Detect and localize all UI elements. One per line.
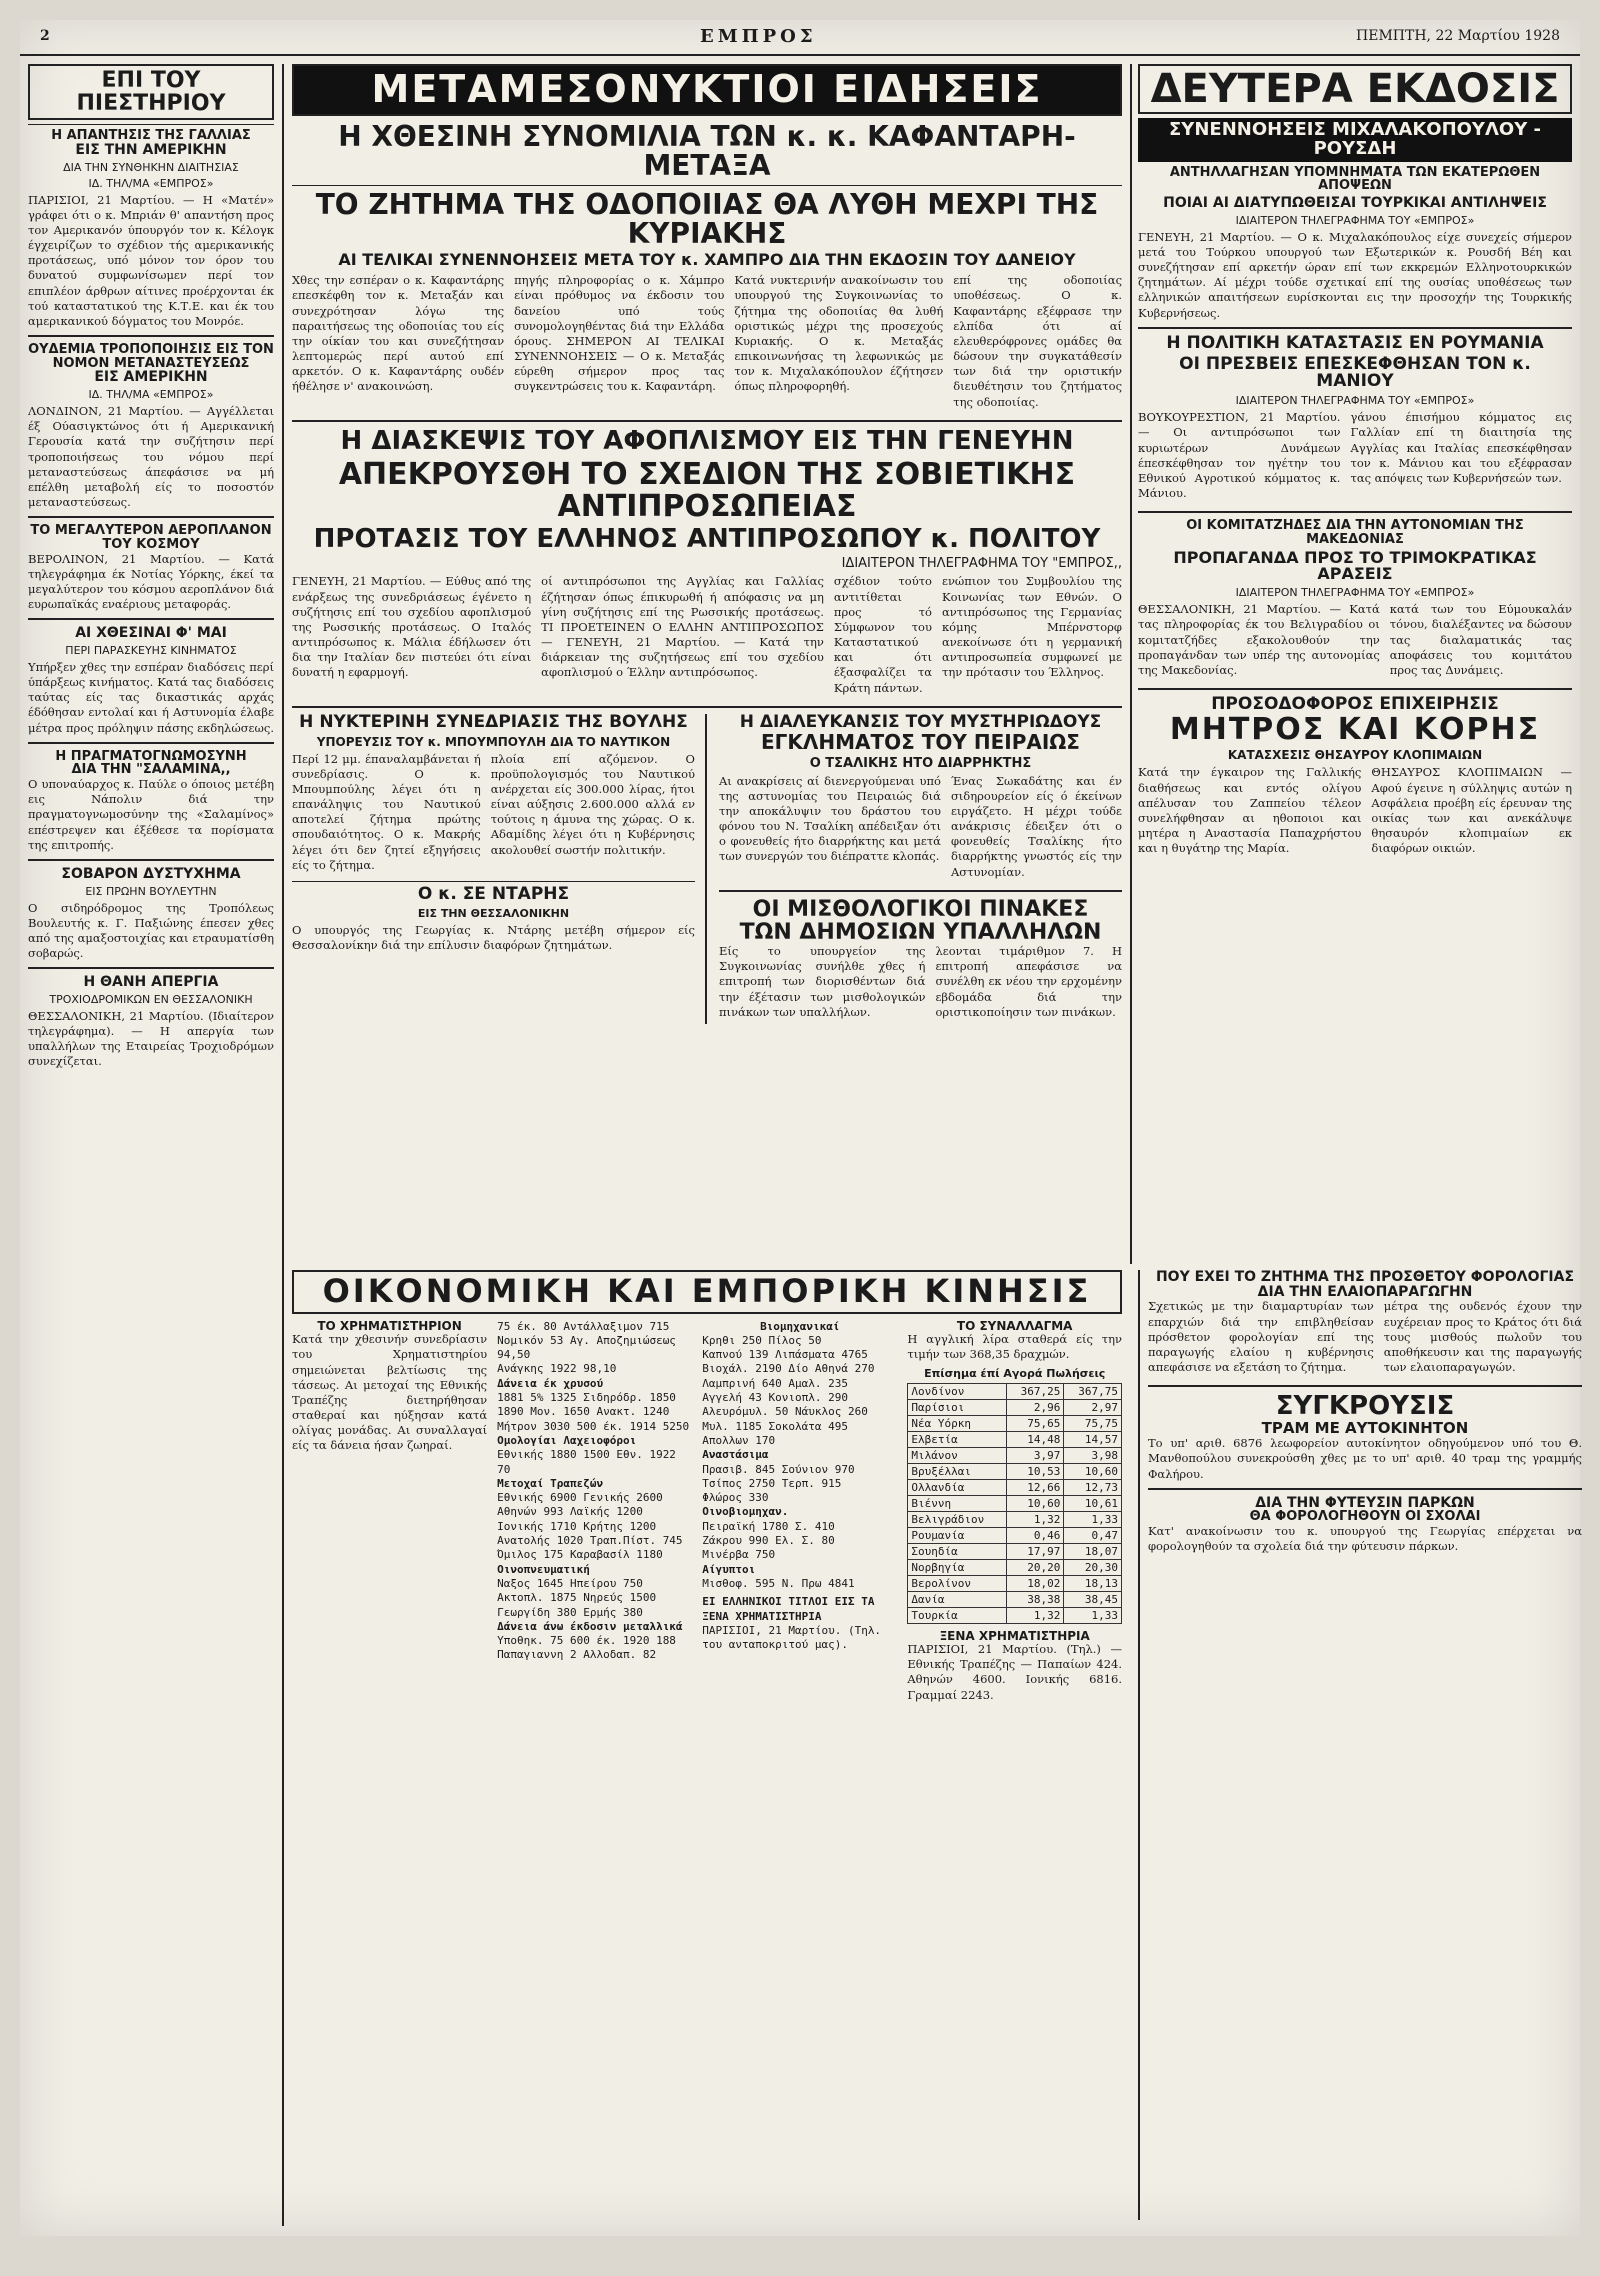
quote-line: Δάνεια άνω έκδοσιν μεταλλικά: [497, 1619, 683, 1633]
fx-currency: Μιλάνον: [908, 1447, 1006, 1463]
article-headline: ΣΥΝΕΝΝΟΗΣΕΙΣ ΜΙΧΑΛΑΚΟΠΟΥΛΟΥ - ΡΟΥΣΔΗ: [1169, 119, 1541, 159]
quote-line: 75 έκ. 80 Αντάλλαξιμον 715: [497, 1319, 670, 1333]
geneva-text: ΓΕΝΕΥΗ, 21 Μαρτίου. — Εύθυς από της ενάρξεως της συνεδριάσεως έγένετο η συζήτησις επί του σχεδίου αφοπλισμού της Ρωσσικής προτάσεως. Ο Ιταλός αντιπρόσωπος κ. Μάλια έδήλωσεν ότι δια την Ιταλίαν δεν πιστεύει ότι είναι δυνατή η εφαρμογή.: [292, 574, 532, 680]
paper-name: ΕΜΠΡΟΣ: [700, 26, 817, 47]
fx-buy: 2,96: [1006, 1399, 1064, 1415]
article-subhead: ΥΠΟΡΕΥΣΙΣ ΤΟΥ κ. ΜΠΟΥΜΠΟΥΛΗ ΔΙΑ ΤΟ ΝΑΥΤΙΚΟΝ: [316, 734, 671, 749]
fx-currency: Βελιγράδιον: [908, 1511, 1006, 1527]
issue-date: ΠΕΜΠΤΗ, 22 Μαρτίου 1928: [1356, 28, 1560, 44]
article-subhead: ΚΑΤΑΣΧΕΣΙΣ ΘΗΣΑΥΡΟΥ ΚΛΟΠΙΜΑΙΩΝ: [1227, 748, 1483, 763]
article-subhead: ΟΙ ΠΡΕΣΒΕΙΣ ΕΠΕΣΚΕΦΘΗΣΑΝ ΤΟΝ κ. ΜΑΝΙΟΥ: [1179, 353, 1531, 392]
fx-buy: 18,02: [1006, 1575, 1064, 1591]
article-headline: ΟΙ ΜΙΣΘΟΛΟΓΙΚΟΙ ΠΙΝΑΚΕΣ: [752, 896, 1089, 922]
fx-sell: 1,33: [1064, 1607, 1122, 1623]
industrial-column: [702, 1320, 897, 1707]
article-columns: [1138, 410, 1572, 505]
article-body: ΘΕΣΣΑΛΟΝΙΚΗ, 21 Μαρτίου. (Ιδιαίτερον τηλεγράφημα). — Η απεργία των υπαλλήλων της Εταιρείας Τροχιοδρόμων συνεχίζεται.: [28, 1008, 274, 1069]
section-heading: Βιομηχανικαί: [760, 1319, 840, 1333]
article-body: Το υπ' αριθ. 6876 λεωφορείον αυτοκίνητον οδηγούμενον υπό του Θ. Μανθοπούλου συνεκρούσθη χθες με το υπ' αριθ. 40 τραμ της γραμμής Φαλήρου.: [1148, 1436, 1582, 1481]
fx-sell: 3,98: [1064, 1447, 1122, 1463]
fx-table: [907, 1383, 1122, 1624]
article-headline: ΠΡΟΣΟΔΟΦΟΡΟΣ ΕΠΙΧΕΙΡΗΣΙΣ: [1211, 694, 1499, 715]
article-headline: Η ΠΡΑΓΜΑΤΟΓΝΩΜΟΣΥΝΗ: [55, 748, 247, 764]
economy-banner: [292, 1270, 1122, 1314]
quote-line: Πρασιβ. 845 Σούνιον 970: [702, 1462, 855, 1476]
quote-line: Ακτοπλ. 1875 Νηρεύς 1500: [497, 1591, 657, 1605]
quotes-column: [497, 1320, 692, 1707]
article-headline: ΣΥΓΚΡΟΥΣΙΣ: [1275, 1391, 1455, 1422]
article-body: Κατ' ανακοίνωσιν του κ. υπουργού της Γεωργίας επέρχεται να φορολογηθούν τα σχολεία διά την φύτευσιν πάρκων.: [1148, 1524, 1582, 1554]
quote-line: Εθνικής 1880 1500 Εθν. 1922 70: [497, 1448, 676, 1476]
article-subhead: ΕΓΚΛΗΜΑΤΟΣ ΤΟΥ ΠΕΙΡΑΙΩΣ: [761, 729, 1080, 754]
quote-line: ΕΙ ΕΛΛΗΝΙΚΟΙ ΤΙΤΛΟΙ ΕΙΣ ΤΑ ΞΕΝΑ ΧΡΗΜΑΤΙΣΤΗΡΙΑ: [702, 1595, 875, 1623]
fx-row: [908, 1495, 1122, 1511]
geneva-text: ενώπιον του Συμβουλίου της Κοινωνίας των Εθνών. Ο αντιπρόσωπος της Γερμανίας κόμης Μπέρνστορφ ανεκοίνωσε ότι η γερμανική αντιπροσωπεία συμφωνεί με την πρότασιν του Έλληνος.: [941, 574, 1122, 680]
fx-sell: 18,07: [1064, 1543, 1122, 1559]
fx-sell: 20,30: [1064, 1559, 1122, 1575]
article-body: Ο υποναύαρχος κ. Παύλε ο όποιος μετέβη εις Νάπολιν διά την πραγματογνωμοσύνην της «Σαλαμίνος» επέστρεψεν και έξέθεσε τα πορίσματα της επιτροπής.: [28, 777, 274, 852]
quote-line: Τσίπος 2750 Τερπ. 915: [702, 1476, 842, 1490]
fx-currency: Ολλανδία: [908, 1479, 1006, 1495]
right-lower-column: [1138, 1270, 1582, 2220]
column-rule: [282, 64, 284, 2226]
fx-currency: Παρίσιοι: [908, 1399, 1006, 1415]
quote-line: Ζάκρου 990 Ελ. Σ. 80: [702, 1534, 835, 1548]
quote-line: Υποθηκ. 75 600 έκ. 1920 188: [497, 1634, 676, 1648]
article-subhead: ΕΙΣ ΤΗΝ ΘΕΣΣΑΛΟΝΙΚΗΝ: [417, 906, 570, 920]
bourse-column: [292, 1320, 487, 1707]
bourse-heading: ΤΟ ΧΡΗΜΑΤΙΣΤΗΡΙΟΝ: [317, 1318, 462, 1333]
article-source: ΙΔΙΑΙΤΕΡΟΝ ΤΗΛΕΓΡΑΦΗΜΑ ΤΟΥ «ΕΜΠΡΟΣ»: [1235, 394, 1475, 408]
article-subhead: Ο ΤΣΑΛΙΚΗΣ ΗΤΟ ΔΙΑΡΡΗΚΤΗΣ: [809, 755, 1032, 771]
lead-text: πηγής πληροφορίας ο κ. Χάμπρο είναι πρόθυμος να έκδοσιν του δανείου υπό τούς συνομολογηθέντας διά την Ελλάδα όρους. ΣΗΜΕΡΟΝ ΑΙ ΤΕΛΙΚΑΙ ΣΥΝΕΝΝΟΗΣΕΙΣ — Ο κ. Μεταξάς εύρεθη σήμερον προς τας συγκεντρώσεις του κ. Καφαντάρη.: [514, 273, 725, 394]
quote-line: Αθηνών 993 Λαϊκής 1200: [497, 1505, 643, 1519]
quote-line: ΠΑΡΙΣΙΟΙ, 21 Μαρτίου. (Τηλ. του ανταποκριτού μας).: [702, 1623, 882, 1652]
fx-sell: 2,97: [1064, 1399, 1122, 1415]
geneva-columns: [292, 574, 1122, 699]
quote-line: Μυλ. 1185 Σοκολάτα 495: [702, 1419, 848, 1433]
article-subhead: ΠΡΟΠΑΓΑΝΔΑ ΠΡΟΣ ΤΟ ΤΡΙΜΟΚΡΑΤΙΚΑΣ ΑΡΑΣΕΙΣ: [1173, 547, 1537, 584]
column-rule: [1130, 64, 1132, 1264]
lead-headline: Η ΧΘΕΣΙΝΗ ΣΥΝΟΜΙΛΙΑ ΤΩΝ κ. κ. ΚΑΦΑΝΤΑΡΗ-ΜΕΤΑΞΑ: [338, 119, 1076, 183]
left-title: ΕΠΙ ΤΟΥ ΠΙΕΣΤΗΡΙΟΥ: [76, 68, 226, 117]
fx-row: [908, 1543, 1122, 1559]
bourse-text: Κατά την χθεσινήν συνεδρίασιν του Χρηματιστηρίου σημειώνεται βελτίωσις της τάσεως. Αι μετοχαί της Εθνικής Τραπέζης διετηρήθησαν σταθεραί και ηύξησαν κατά ολίγας μονάδας. Αι συναλλαγαί είς τα δάνεια ήσαν ζωηραί.: [292, 1332, 488, 1453]
article-headline: Η ΘΑΝΗ ΑΠΕΡΓΙΑ: [83, 974, 219, 991]
quote-line: Απολλων 170: [702, 1433, 776, 1447]
fx-sell: 18,13: [1064, 1575, 1122, 1591]
quote-line: Μετοχαί Τραπεζών: [497, 1476, 604, 1490]
article-headline: ΤΟ ΜΕΓΑΛΥΤΕΡΟΝ ΑΕΡΟΠΛΑΝΟΝ ΤΟΥ ΚΟΣΜΟΥ: [30, 523, 272, 552]
article-columns: [292, 752, 695, 877]
geneva-source: ΙΔΙΑΙΤΕΡΟΝ ΤΗΛΕΓΡΑΦΗΜΑ ΤΟΥ "ΕΜΠΡΟΣ,,: [841, 556, 1122, 572]
geneva-headline-3: ΠΡΟΤΑΣΙΣ ΤΟΥ ΕΛΛΗΝΟΣ ΑΝΤΙΠΡΟΣΩΠΟΥ κ. ΠΟΛΙΤΟΥ: [313, 524, 1101, 555]
right-title-box: [1138, 64, 1572, 114]
article-subhead: ΔΙΑ ΤΗΝ "ΣΑΛΑΜΙΝΑ,,: [71, 762, 231, 778]
lower-center-row: [292, 711, 1122, 1024]
quote-line: 1890 Μον. 1650 Ανακτ. 1240: [497, 1405, 670, 1419]
quote-line: Βιοχάλ. 2190 Δίο Αθηνά 270: [702, 1362, 875, 1376]
fx-sell: 10,60: [1064, 1463, 1122, 1479]
quote-line: Μινέρβα 750: [702, 1548, 776, 1562]
fx-currency: Βερολίνον: [908, 1575, 1006, 1591]
article-body: μέτρα της ουδενός έχουν την ευχέρειαν προς το Κράτος ότι διά τους μισθούς πωλοῦν του αποθήκευσιν και της παραγωγής των ελαιοπαραγωγών.: [1383, 1299, 1582, 1375]
quote-line: Πειραϊκή 1780 Σ. 410: [702, 1519, 835, 1533]
article-body: Αι ανακρίσεις αί διενεργούμεναι υπό της αστυνομίας του Πειραιώς διά την αποκάλυψιν του δράστου του φόνου του Ν. Τσαλίκη απέδειξαν ότι ο φονευθείς ήτο διαρρήκτης και μετά των συνεργών του διέπραττε κλοπάς.: [719, 773, 941, 864]
quote-line: Ομολογίαι Λαχειοφόροι: [497, 1433, 637, 1447]
fx-buy: 38,38: [1006, 1591, 1064, 1607]
quote-line: Παπαγιαννη 2 Αλλοδαπ. 82: [497, 1648, 657, 1662]
article-body: ΘΗΣΑΥΡΟΣ ΚΛΟΠΙΜΑΙΩΝ — Αφού έγεινε η σύλληψις αυτών η Ασφάλεια προέβη είς έρευναν της οικίας των και ανεκάλυψε θησαυρόν κλοπιμαίων εκ διαφόρων οικιών.: [1371, 765, 1572, 856]
fx-buy: 17,97: [1006, 1543, 1064, 1559]
fx-currency: Σουηδία: [908, 1543, 1006, 1559]
fx-currency: Τουρκία: [908, 1607, 1006, 1623]
fx-currency: Ρουμανία: [908, 1527, 1006, 1543]
fx-row: [908, 1559, 1122, 1575]
right-title: ΔΕΥΤΕΡΑ ΕΚΔΟΣΙΣ: [1150, 66, 1560, 112]
article-headline: Η ΠΟΛΙΤΙΚΗ ΚΑΤΑΣΤΑΣΙΣ ΕΝ ΡΟΥΜΑΝΙΑ: [1166, 332, 1544, 353]
quote-line: Κρηθι 250 Πίλος 50: [702, 1333, 822, 1347]
quote-line: Μήτρον 3030 500 έκ. 1914 5250: [497, 1419, 690, 1433]
article-body: Κατά την έγκαιρον της Γαλλικής διαθήσεως και εντός ολίγου απέλυσαν του Ζαππείου τέλεον συνελήφθησαν αι ηθοποιοι και μητέρα η Αναστασία Παπαχρήστου και η θυγάτηρ της Μαρία.: [1138, 765, 1362, 856]
fx-currency: Βιέννη: [908, 1495, 1006, 1511]
fx-buy: 10,53: [1006, 1463, 1064, 1479]
article-body: λεονται τιμάριθμον 7. Η επιτροπή απεφάσισε να συνέλθη εκ νέου την ερχομένην εβδομάδα διά την οριστικοποίησιν των πινάκων.: [935, 944, 1122, 1019]
fx-row: [908, 1399, 1122, 1415]
article-headline-2: ΜΗΤΡΟΣ ΚΑΙ ΚΟΡΗΣ: [1169, 711, 1541, 747]
fx-sell: 10,61: [1064, 1495, 1122, 1511]
fx-currency: Δανία: [908, 1591, 1006, 1607]
fx-row: [908, 1463, 1122, 1479]
fx-column: [907, 1320, 1122, 1707]
quote-line: 1881 5% 1325 Σιδηρόδρ. 1850: [497, 1391, 676, 1405]
quote-line: Ανατολής 1020 Τραπ.Πίστ. 745: [497, 1534, 683, 1548]
fx-row: [908, 1479, 1122, 1495]
article-headline: ΟΥΔΕΜΙΑ ΤΡΟΠΟΠΟΙΗΣΙΣ ΕΙΣ ΤΟΝ ΝΟΜΟΝ ΜΕΤΑΝΑΣΤΕΥΣΕΩΣ: [28, 342, 274, 371]
article-headline: Η ΑΠΑΝΤΗΣΙΣ ΤΗΣ ΓΑΛΛΙΑΣ: [51, 128, 251, 144]
geneva-text: οί αντιπρόσωποι της Αγγλίας και Γαλλίας έζήτησαν όπως έπικυρωθή ή απόφασις να μη γίνη συζήτησις επί της Ρωσσικής προτάσεως. ΤΙ ΠΡΟΕΤΕΙΝΕΝ Ο ΕΛΛΗΝ ΑΝΤΙΠΡΟΣΩΠΟΣ — ΓΕΝΕΥΗ, 21 Μαρτίου. — Κατά την διάρκειαν της συζητήσεως επί του σχεδίου αφοπλισμού ο Έλλην αντιπρόσωπος.: [541, 574, 824, 680]
article-columns: [1138, 765, 1572, 860]
article-body: Περί 12 μμ. έπαναλαμβάνεται ή συνεδρίασις. Ο κ. Μπουμπούλης λέγει ότι η επανάληψις του Ναυτικού αποτελεί ζήτημα πρώτης σπουδαιότητος. Ο κ. Μακρής λέγει ότι δεν ζητεί εξηγήσεις είς το ζήτημα.: [292, 751, 481, 872]
article-subhead: ΑΝΤΗΛΛΑΓΗΣΑΝ ΥΠΟΜΝΗΜΑΤΑ ΤΩΝ ΕΚΑΤΕΡΩΘΕΝ ΑΠΟΨΕΩΝ: [1169, 164, 1541, 194]
article-body: γάνου έπισήμου κόμματος εις Γαλλίαν επί τη διαιτησία της Αγγλίας και Ιταλίας επεσκέφθησαν τον κ. Μάνιου και του εξέφρασαν τας απόψεις των Κυβερνήσεών των.: [1350, 410, 1572, 485]
quote-line: Ναξος 1645 Ηπείρου 750: [497, 1576, 643, 1590]
fx-row: [908, 1415, 1122, 1431]
article-source: ΙΔ. ΤΗΛ/ΜΑ «ΕΜΠΡΟΣ»: [88, 176, 214, 190]
quote-line: Φλώρος 330: [702, 1491, 769, 1505]
parliament-article: [292, 711, 707, 1024]
article-subhead: ΤΡΟΧΙΟΔΡΟΜΙΚΩΝ ΕΝ ΘΕΣΣΑΛΟΝΙΚΗ: [49, 992, 253, 1006]
banner-title: ΜΕΤΑΜΕΣΟΝΥΚΤΙΟΙ ΕΙΔΗΣΕΙΣ: [371, 67, 1043, 111]
geneva-headline: Η ΔΙΑΣΚΕΨΙΣ ΤΟΥ ΑΦΟΠΛΙΣΜΟΥ ΕΙΣ ΤΗΝ ΓΕΝΕΥΗΝ: [340, 425, 1074, 456]
article-source: ΙΔΙΑΙΤΕΡΟΝ ΤΗΛΕΓΡΑΦΗΜΑ ΤΟΥ «ΕΜΠΡΟΣ»: [1235, 586, 1475, 600]
fx-sell: 1,33: [1064, 1511, 1122, 1527]
economy-title: ΟΙΚΟΝΟΜΙΚΗ ΚΑΙ ΕΜΠΟΡΙΚΗ ΚΙΝΗΣΙΣ: [322, 1272, 1092, 1310]
article-body: Σχετικώς με την διαμαρτυρίαν των επαρχιών διά την επιβληθείσαν πρόσθετον φορολογίαν επί της παραγωγής ελαίου η κυβέρνησις απεφάσισε να εξετάση το ζήτημα.: [1148, 1299, 1374, 1375]
fx-buy: 0,46: [1006, 1527, 1064, 1543]
article-subhead: ΕΙΣ ΑΜΕΡΙΚΗΝ: [94, 369, 208, 386]
fx-heading: ΤΟ ΣΥΝΑΛΛΑΓΜΑ: [956, 1318, 1073, 1333]
article-source: ΙΔΙΑΙΤΕΡΟΝ ΤΗΛΕΓΡΑΦΗΜΑ ΤΟΥ «ΕΜΠΡΟΣ»: [1235, 213, 1475, 227]
crime-article: [719, 711, 1122, 1024]
article-headline: ΠΟΥ ΕΧΕΙ ΤΟ ΖΗΤΗΜΑ ΤΗΣ ΠΡΟΣΘΕΤΟΥ ΦΟΡΟΛΟΓΙΑΣ ΔΙΑ ΤΗΝ ΕΛΑΙΟΠΑΡΑΓΩΓΗΝ: [1155, 1270, 1575, 1300]
article-body: Ένας Σωκαδάτης και έν σιδηρουρείον είς ό έκείνων ειργάζετο. Η μέχρι τούδε ανάκρισις έδειξεν ότι ο φονευθείς Τσαλίκης ήτο διαρρήκτης γνωστός είς την Αστυνομίαν.: [950, 773, 1122, 879]
fx-note: Η αγγλική λίρα σταθερά είς την τιμήν των 368,35 δραχμών.: [907, 1332, 1122, 1362]
article-source: ΙΔ. ΤΗΛ/ΜΑ «ΕΜΠΡΟΣ»: [88, 388, 214, 402]
article-body: Υπήρξεν χθες την εσπέραν διαδόσεις περί ύπάρξεως κινήματος. Κατά τας διαδόσεις ταύτας είς τας δικαστικάς αρχάς έδόθησαν εντολαί και ή Αστυνομία έλαβε μέτρα προς πρόληψιν πάσης εκδηλώσεως.: [28, 659, 274, 735]
lead-text: Χθες την εσπέραν ο κ. Καφαντάρης επεσκέφθη τον κ. Μεταξάν και συνεχρότησαν λόγω της παραιτήσεως της οδοποιίας του είς την οίκίαν του και συνεζήτησαν λεπτομερώς περί αυτού επί αρκετόν. Ο κ. Καφαντάρης ουδέν ήθέλησε ν' ανακοινώση.: [292, 273, 505, 394]
article-subhead: ΠΟΙΑΙ ΑΙ ΔΙΑΤΥΠΩΘΕΙΣΑΙ ΤΟΥΡΚΙΚΑΙ ΑΝΤΙΛΗΨΕΙΣ: [1163, 195, 1547, 212]
article-body: ΒΕΡΟΛΙΝΟΝ, 21 Μαρτίου. — Κατά τηλεγράφημα έκ Νοτίας Υόρκης, έκεί τα μεγαλύτερον του κόσμου αεροπλάνον διά ευρωπαϊκάς εναέριους μεταφοράς.: [28, 551, 274, 612]
quote-line: Αναστάσιμα: [702, 1448, 769, 1462]
article-columns: [1138, 602, 1572, 682]
fx-row: [908, 1591, 1122, 1607]
quote-line: Ιονικής 1710 Κρήτης 1200: [497, 1519, 657, 1533]
fx-buy: 367,25: [1006, 1383, 1064, 1399]
article-headline: Ο κ. ΣΕ ΝΤΑΡΗΣ: [417, 883, 570, 904]
foreign-text: ΠΑΡΙΣΙΟΙ, 21 Μαρτίου. (Τηλ.) — Εθνικής Τραπέζης — Παπαίων 424. Αθηνών 4600. Ιονικής 6816. Γραμμαί 2243.: [907, 1642, 1122, 1702]
fx-buy: 20,20: [1006, 1559, 1064, 1575]
fx-row: [908, 1607, 1122, 1623]
article-subhead: ΘΑ ΦΟΡΟΛΟΓΗΘΟΥΝ ΟΙ ΣΧΟΛΑΙ: [1249, 1509, 1481, 1525]
economy-columns: [292, 1320, 1122, 1707]
geneva-headline-2: ΑΠΕΚΡΟΥΣΘΗ ΤΟ ΣΧΕΔΙΟΝ ΤΗΣ ΣΟΒΙΕΤΙΚΗΣ ΑΝΤΙΠΡΟΣΩΠΕΙΑΣ: [338, 457, 1076, 524]
fx-sell: 367,75: [1064, 1383, 1122, 1399]
economy-section: [292, 1270, 1122, 2220]
center-column: [292, 64, 1122, 1259]
quote-line: Οινοβιομηχαν.: [702, 1505, 789, 1519]
lead-text: επί της οδοποιίας υποθέσεως. Ο κ. Καφαντάρης εξέφρασε την ελπίδα ότι αί ελευθερόφρονες ομάδες θα δώσουν την συγκατάθεσίν των διά την οριστικήν διευθέτησιν του ζητήματος της οδοποιίας.: [953, 273, 1122, 409]
left-title-box: [28, 64, 274, 120]
article-subhead: ΠΕΡΙ ΠΑΡΑΣΚΕΥΗΣ ΚΙΝΗΜΑΤΟΣ: [65, 643, 237, 657]
article-body: Ο σιδηρόδρομος της Τροπόλεως Βουλευτής κ. Γ. Παξιώνης έπεσεν χθες από της αμαξοστοιχίας και ετραυματίσθη σοβαρώς.: [28, 900, 274, 961]
right-banner: [1138, 118, 1572, 162]
fx-currency: Νορβηγία: [908, 1559, 1006, 1575]
article-subhead: ΕΙΣ ΤΗΝ ΑΜΕΡΙΚΗΝ: [75, 141, 227, 158]
fx-currency: Λονδίνον: [908, 1383, 1006, 1399]
quote-line: Αγγελή 43 Κονιοπλ. 290: [702, 1391, 848, 1405]
article-body: ΛΟΝΔΙΝΟΝ, 21 Μαρτίου. — Αγγέλλεται έξ Ούασιγκτώνος ότι ή Αμερικανική Γερουσία κατά την συζήτησιν περί τροποποιήσεως του νόμου περί μεταναστεύσεως άπεφάσισε να μή επέλθη μεταβολή είς το ποσοστόν μεταναστεύσεως.: [28, 404, 274, 510]
fx-buy: 75,65: [1006, 1415, 1064, 1431]
fx-buy: 1,32: [1006, 1511, 1064, 1527]
fx-row: [908, 1447, 1122, 1463]
article-headline: ΔΙΑ ΤΗΝ ΦΥΤΕΥΣΙΝ ΠΑΡΚΩΝ: [1255, 1494, 1475, 1511]
article-body: πλοία επί αζόμενον. Ο προϋπολογισμός του Ναυτικού ανέρχεται είς 300.000 λίρας, ήτοι είναι αύξησις 2.600.000 αλλά εν τούτοις η άμυνα της χώρας. Ο κ. Αδαμίδης λέγει ότι η Κυβέρνησις ακολουθεί σωστήν πολιτικήν.: [490, 751, 695, 857]
fx-buy: 14,48: [1006, 1431, 1064, 1447]
article-headline: Η ΝΥΚΤΕΡΙΝΗ ΣΥΝΕΔΡΙΑΣΙΣ ΤΗΣ ΒΟΥΛΗΣ: [299, 711, 688, 732]
fx-row: [908, 1383, 1122, 1399]
article-headline: ΑΙ ΧΘΕΣΙΝΑΙ Φ' ΜΑΙ: [75, 625, 227, 642]
article-subhead: ΕΙΣ ΠΡΩΗΝ ΒΟΥΛΕΥΤΗΝ: [85, 884, 217, 898]
article-columns: [719, 774, 1122, 884]
fx-sell: 75,75: [1064, 1415, 1122, 1431]
fx-row: [908, 1527, 1122, 1543]
article-subhead: ΤΡΑΜ ΜΕ ΑΥΤΟΚΙΝΗΤΟΝ: [1261, 1418, 1469, 1437]
fx-buy: 3,97: [1006, 1447, 1064, 1463]
quote-line: Ανάγκης 1922 98,10: [497, 1362, 617, 1376]
fx-table-title: Επίσημα έπί Αγορά Πωλήσεις: [924, 1366, 1106, 1380]
quote-line: Εθνικής 6900 Γενικής 2600: [497, 1491, 663, 1505]
fx-currency: Ελβετία: [908, 1431, 1006, 1447]
fx-currency: Νέα Υόρκη: [908, 1415, 1006, 1431]
article-subhead: ΔΙΑ ΤΗΝ ΣΥΝΘΗΚΗΝ ΔΙΑΙΤΗΣΙΑΣ: [63, 160, 239, 174]
article-headline: ΣΟΒΑΡΟΝ ΔΥΣΤΥΧΗΜΑ: [61, 865, 241, 882]
quote-line: Λαμπρινή 640 Αμαλ. 235: [702, 1376, 848, 1390]
lead-text: Κατά νυκτερινήν ανακοίνωσιν του υπουργού της Συγκοινωνίας το ζήτημα της οδοποιίας θα λυθή οριστικώς μέχρι της προσεχούς Κυριακής. Ο κ. Μεταξάς επικοινωνήσας τη λεφωνικώς με τον κ. Μιχαλακόπουλον έζήτησεν όπως πληροφορηθή.: [734, 273, 944, 394]
quote-line: Μισθοφ. 595 Ν. Πρω 4841: [702, 1576, 855, 1590]
fx-row: [908, 1431, 1122, 1447]
fx-currency: Βρυξέλλαι: [908, 1463, 1006, 1479]
lead-subhead: ΑΙ ΤΕΛΙΚΑΙ ΣΥΝΕΝΝΟΗΣΕΙΣ ΜΕΤΑ ΤΟΥ κ. ΧΑΜΠΡΟ ΔΙΑ ΤΗΝ ΕΚΔΟΣΙΝ ΤΟΥ ΔΑΝΕΙΟΥ: [338, 250, 1076, 270]
article-body: κατά των του Εύμουκαλάν τόνου, διαλέξαντες να δώσουν τας διαλαματικάς τας αποφάσεις του κομιτάτου προς τας Δυνάμεις.: [1389, 602, 1572, 677]
article-body: ΓΕΝΕΥΗ, 21 Μαρτίου. — Ο κ. Μιχαλακόπουλος είχε συνεχείς σήμερον μετά του Τούρκου υπουργού των Εξωτερικών κ. Ρουσδή Βέη και συνεζήτησαν επί αρκετήν ώραν επί των εκκρεμών Ελληνοτουρκικών ζητημάτων. Αί μέχρι τούδε σχετικαί επί της ουσίας υποθέσεως των ελληνικών απαιτήσεων ευρίσκονται εις την προσοχήν της Τουρκικής Κυβερνήσεως.: [1138, 229, 1572, 320]
article-body: Ο υπουργός της Γεωργίας κ. Ντάρης μετέβη σήμερον είς Θεσσαλονίκην διά την επίλυσιν διαφόρων ζητημάτων.: [292, 922, 695, 952]
quote-line: Οινοπνευματική: [497, 1562, 590, 1576]
quote-line: Γεωργίδη 380 Ερμής 380: [497, 1605, 643, 1619]
center-banner: [292, 64, 1122, 116]
fx-buy: 10,60: [1006, 1495, 1064, 1511]
geneva-text: σχέδιον τούτο αντιτίθεται προς τό Σύμφωνον του Καταστατικού και ότι έξασφαλίζει τα Κράτη πάντων.: [833, 574, 932, 695]
newspaper-page: [20, 20, 1580, 2236]
left-column: [28, 64, 274, 2226]
article-body: ΒΟΥΚΟΥΡΕΣΤΙΟΝ, 21 Μαρτίου. — Οι αντιπρόσωποι των κυριωτέρων Δυνάμεων έπεσκέφθησαν τον ηγέτην του Εθνικού Αγροτικού κόμματος κ. Μάνιου.: [1138, 410, 1341, 501]
quote-line: Δάνεια έκ χρυσού: [497, 1376, 604, 1390]
fx-row: [908, 1511, 1122, 1527]
article-body: ΠΑΡΙΣΙΟΙ, 21 Μαρτίου. — Η «Ματέν» γράφει ότι ο κ. Μπριάν θ' απαντήση προς τον Αμερικανόν ύπουργόν τον κ. Κέλογκ έγχειρίζων το σχέδιον τής αμερικανικής προτάσεως, υπό μόνον τον όρον του δυνατού συμφωνίσωμεν περί τον επιπλέον άρθρων αίτινες προέρχονται έκ τού καταστατικού της Κ.Τ.Ε. και έκ του αμερικανικού δόγματος του Μονρόε.: [28, 192, 274, 328]
article-subhead: ΤΩΝ ΔΗΜΟΣΙΩΝ ΥΠΑΛΛΗΛΩΝ: [739, 919, 1102, 945]
fx-sell: 0,47: [1064, 1527, 1122, 1543]
quote-line: Αίγυπτοι: [702, 1562, 756, 1576]
article-headline: Η ΔΙΑΛΕΥΚΑΝΣΙΣ ΤΟΥ ΜΥΣΤΗΡΙΩΔΟΥΣ: [739, 711, 1102, 732]
quote-line: Όμιλος 175 Καραβασίλ 1180: [497, 1548, 663, 1562]
quote-line: Καπνού 139 Λιπάσματα 4765: [702, 1348, 868, 1362]
article-body: Είς το υπουργείον της Συγκοινωνίας συνήλθε χθες ή επιτροπή των διορισθέντων διά την έξέτασιν των μισθολογικών πινάκων των υπαλλήλων.: [719, 944, 926, 1019]
article-body: ΘΕΣΣΑΛΟΝΙΚΗ, 21 Μαρτίου. — Κατά τας πληροφορίας έκ του Βελιγραδίου οι κομιτατζήδες εξακολουθούν την προπαγάνδαν των υπέρ της αυτονομίας της Μακεδονίας.: [1138, 602, 1380, 677]
lead-headline-2: ΤΟ ΖΗΤΗΜΑ ΤΗΣ ΟΔΟΠΟΙΙΑΣ ΘΑ ΛΥΘΗ ΜΕΧΡΙ ΤΗΣ ΚΥΡΙΑΚΗΣ: [315, 187, 1099, 251]
article-headline: ΟΙ ΚΟΜΙΤΑΤΖΗΔΕΣ ΔΙΑ ΤΗΝ ΑΥΤΟΝΟΜΙΑΝ ΤΗΣ ΜΑΚΕΔΟΝΙΑΣ: [1186, 518, 1524, 547]
page-number: 2: [40, 28, 50, 44]
fx-buy: 12,66: [1006, 1479, 1064, 1495]
fx-sell: 14,57: [1064, 1431, 1122, 1447]
article-columns: [719, 944, 1122, 1024]
masthead: [20, 20, 1580, 56]
quote-line: Αλευρόμυλ. 50 Νάυκλος 260: [702, 1405, 868, 1419]
fx-row: [908, 1575, 1122, 1591]
lead-columns: [292, 273, 1122, 414]
fx-sell: 12,73: [1064, 1479, 1122, 1495]
fx-sell: 38,45: [1064, 1591, 1122, 1607]
article-columns: [1148, 1299, 1582, 1379]
quote-line: Νομικόν 53 Αγ. Αποζημιώσεως 94,50: [497, 1333, 676, 1362]
foreign-heading: ΞΕΝΑ ΧΡΗΜΑΤΙΣΤΗΡΙΑ: [939, 1628, 1090, 1643]
fx-buy: 1,32: [1006, 1607, 1064, 1623]
